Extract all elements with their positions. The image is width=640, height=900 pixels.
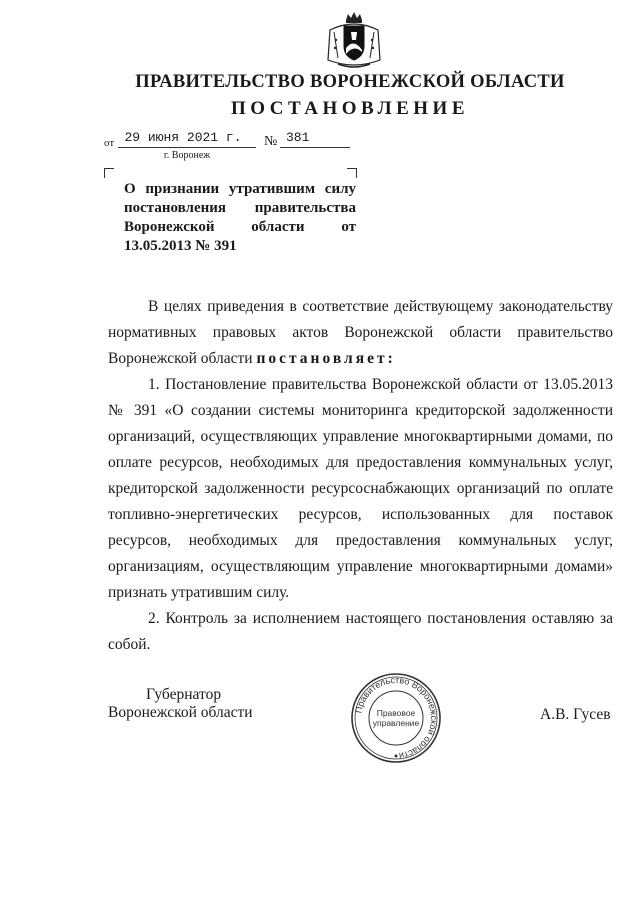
document-date: 29 июня 2021 г. bbox=[124, 130, 242, 145]
subject-corner-left bbox=[104, 168, 114, 178]
preamble-text: В целях приведения в соответствие действующему законодательству нормативных правовых актов Воронежской области правительство Воронежской области bbox=[108, 298, 613, 367]
date-from-label: от bbox=[104, 137, 115, 149]
body-paragraph-item-2: 2. Контроль за исполнением настоящего постановления оставляю за собой. bbox=[108, 610, 613, 653]
number-underline bbox=[280, 147, 350, 148]
organization-name: ПРАВИТЕЛЬСТВО ВОРОНЕЖСКОЙ ОБЛАСТИ bbox=[135, 72, 565, 92]
document-number: 381 bbox=[286, 130, 310, 145]
signatory-title bbox=[108, 686, 253, 722]
coat-of-arms-emblem bbox=[324, 10, 384, 72]
body-paragraph-item-1: 1. Постановление правительства Воронежской области от 13.05.2013 № 391 «О создании системы мониторинга кредиторской задолженности организаций, осуществляющих управление многоквартирными домами, по оплате ресурсов, необходимых для предоставления коммунальных услуг, кредиторской задолженности ресурсоснабжающих организаций по оплате топливно-энергетических ресурсов, использованных для поставок ресурсов, необходимых для предоставления коммунальных услуг, организациям, осуществляющим управление многоквартирными домами» признать утратившим силу. bbox=[108, 376, 613, 601]
subject-line: 13.05.2013 № 391 bbox=[124, 238, 237, 254]
document-type-title: ПОСТАНОВЛЕНИЕ bbox=[230, 98, 470, 119]
subject-line: Воронежской области от bbox=[124, 219, 356, 235]
date-underline bbox=[118, 147, 256, 148]
stamp-ring-text: Правительство Воронежской области bbox=[353, 674, 440, 761]
document-subject bbox=[124, 180, 356, 256]
city-label: г. Воронеж bbox=[163, 150, 211, 161]
document-body bbox=[108, 294, 613, 658]
signatory-name: А.В. Гусев bbox=[540, 706, 611, 723]
stamp-center-line: Правовое bbox=[376, 708, 416, 718]
stamp-center-line: управление bbox=[372, 718, 420, 728]
official-stamp bbox=[350, 672, 442, 764]
resolution-keyword: постановляет: bbox=[256, 350, 396, 367]
subject-corner-right bbox=[347, 168, 357, 178]
body-paragraph-preamble bbox=[108, 294, 613, 372]
subject-line: постановления правительства bbox=[124, 200, 356, 216]
subject-line: О признании утратившим силу bbox=[124, 181, 356, 197]
signatory-title-line: Воронежской области bbox=[108, 704, 253, 721]
signatory-title-line: Губернатор bbox=[146, 686, 222, 703]
number-label: № bbox=[264, 134, 278, 149]
